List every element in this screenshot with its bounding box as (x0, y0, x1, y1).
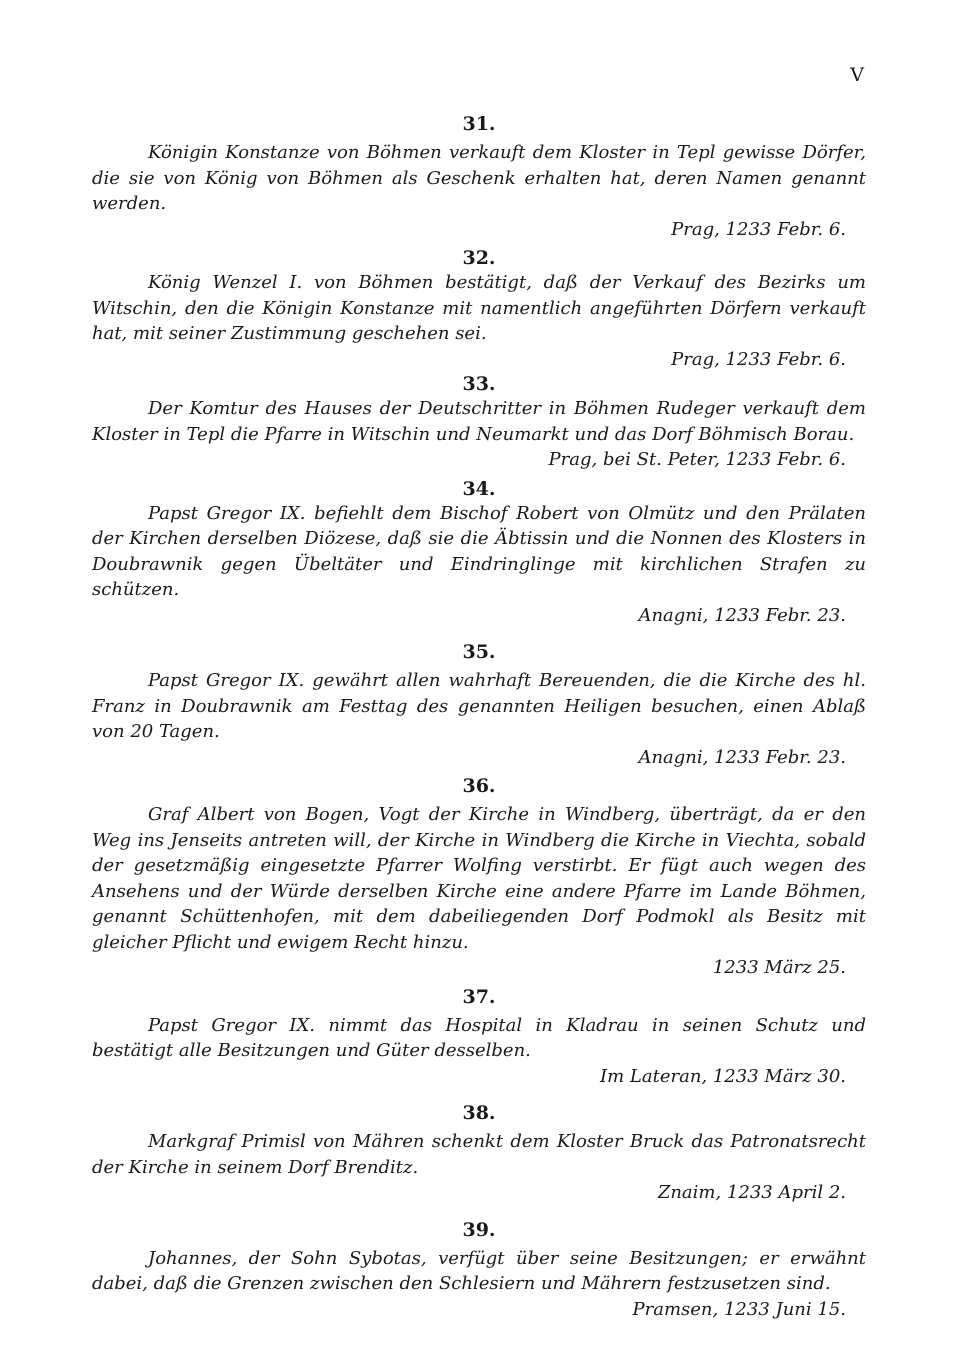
entry-36 (92, 774, 866, 981)
entry-text: Papst Gregor IX. befiehlt dem Bischof Robert von Olmütz und den Prälaten der Kirchen derselben Diözese, daß sie die Äbtissin und die Nonnen des Klosters in Doubrawnik gegen Übeltäter und Eindringlinge mit kirchlichen Strafen zu schützen. (92, 502, 866, 600)
entry-number: 31. (462, 113, 496, 135)
page-number: V (850, 64, 864, 86)
entry-number: 32. (462, 247, 496, 269)
entry-place-date: Prag, bei St. Peter, 1233 Febr. 6. (548, 449, 846, 470)
entry-number: 37. (462, 985, 496, 1008)
entry-number: 39. (462, 1218, 496, 1241)
entry-31 (92, 112, 866, 242)
entry-text: Der Komtur des Hauses der Deutschritter in Böhmen Rudeger verkauft dem Kloster in Tepl die Pfarre in Witschin und Neumarkt und das Dorf Böhmisch Borau. (92, 398, 866, 445)
entry-text: Johannes, der Sohn Sybotas, verfügt über seine Besitzungen; er erwähnt dabei, daß die Grenzen zwischen den Schlesiern und Mährern festzusetzen sind. (92, 1247, 866, 1294)
entry-number: 36. (462, 775, 496, 797)
entry-place-date: Anagni, 1233 Febr. 23. (638, 604, 846, 626)
entry-place-date: Im Lateran, 1233 März 30. (600, 1065, 846, 1087)
entry-number: 33. (462, 373, 496, 395)
entry-text: König Wenzel I. von Böhmen bestätigt, daß der Verkauf des Bezirks um Witschin, den die Königin Konstanze mit namentlich angeführten Dörfern verkauft hat, mit seiner Zustimmung geschehen sei. (92, 272, 866, 344)
entry-text: Papst Gregor IX. gewährt allen wahrhaft Bereuenden, die die Kirche des hl. Franz in Doubrawnik am Festtag des genannten Heiligen besuchen, einen Ablaß von 20 Tagen. (92, 670, 866, 742)
entry-38 (92, 1101, 866, 1206)
entry-place-date: Prag, 1233 Febr. 6. (671, 218, 846, 240)
entry-text: Graf Albert von Bogen, Vogt der Kirche in Windberg, überträgt, da er den Weg ins Jenseits antreten will, der Kirche in Windberg die Kirche in Viechta, sobald der gesetzmäßig eingesetzte Pfarrer Wolfing verstirbt. Er fügt auch wegen des Ansehens und der Würde derselben Kirche eine andere Pfarre im Lande Böhmen, genannt Schüttenhofen, mit dem dabeiliegenden Dorf Podmokl als Besitz mit gleicher Pflicht und ewigem Recht hinzu. (92, 804, 866, 953)
entry-33 (92, 372, 866, 473)
entry-number: 34. (462, 477, 496, 500)
entry-place-date: Anagni, 1233 Febr. 23. (638, 746, 846, 768)
entry-34 (92, 477, 866, 629)
entry-number: 35. (462, 641, 496, 663)
entry-text: Papst Gregor IX. nimmt das Hospital in Kladrau in seinen Schutz und bestätigt alle Besitzungen und Güter desselben. (92, 1014, 866, 1061)
entry-place-date: Znaim, 1233 April 2. (657, 1182, 846, 1203)
entry-32 (92, 246, 866, 372)
entry-39 (92, 1218, 866, 1323)
entry-text: Königin Konstanze von Böhmen verkauft dem Kloster in Tepl gewisse Dörfer, die sie von König von Böhmen als Geschenk erhalten hat, deren Namen genannt werden. (92, 142, 866, 214)
entry-place-date: Pramsen, 1233 Juni 15. (632, 1298, 846, 1320)
entry-place-date: 1233 März 25. (712, 957, 846, 978)
entry-35 (92, 640, 866, 770)
entry-text: Markgraf Primisl von Mähren schenkt dem Kloster Bruck das Patronatsrecht der Kirche in seinem Dorf Brenditz. (92, 1131, 866, 1178)
entry-place-date: Prag, 1233 Febr. 6. (671, 348, 846, 370)
document-body (92, 112, 866, 1322)
entry-37 (92, 985, 866, 1090)
entry-number: 38. (462, 1102, 496, 1124)
